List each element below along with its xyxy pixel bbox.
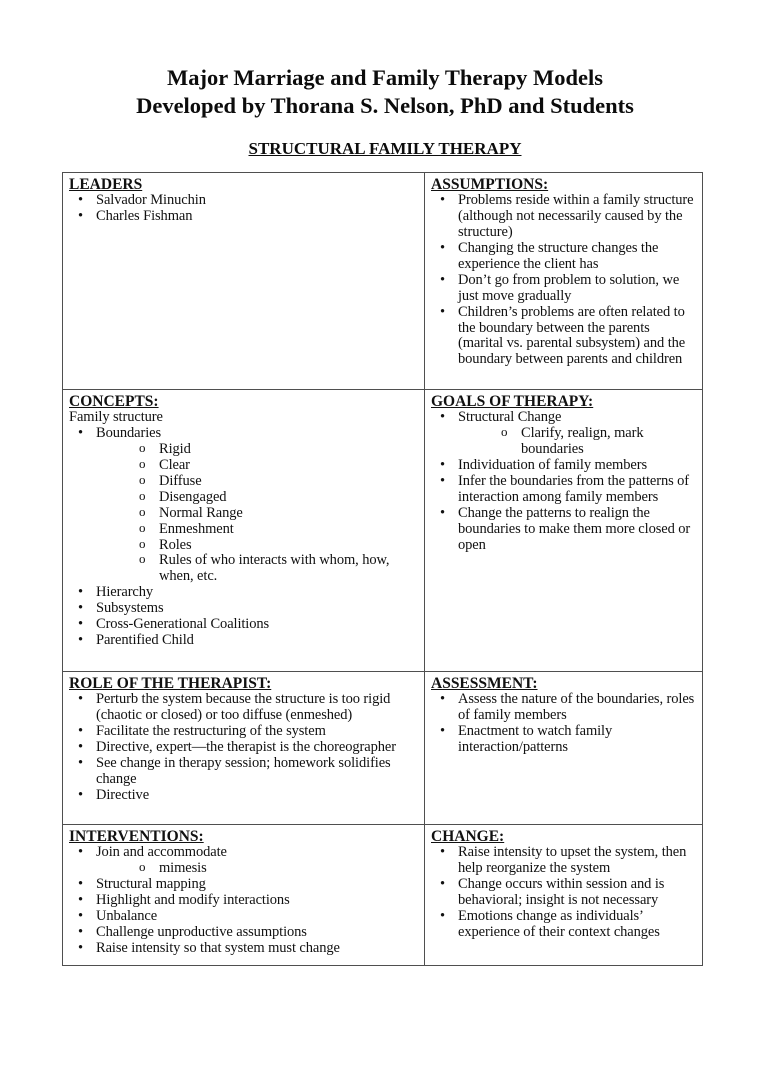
table-row-interventions-change xyxy=(63,824,702,965)
document-page xyxy=(0,64,770,966)
section-header-assumptions: ASSUMPTIONS: xyxy=(431,176,549,193)
list-item: • Boundaries xyxy=(69,426,418,442)
cell-role-of-therapist xyxy=(63,672,425,824)
list-item: • Problems reside within a family structure (although not necessarily caused by the structure) xyxy=(431,193,696,241)
list-item: • Facilitate the restructuring of the system xyxy=(69,724,418,740)
list-item: • Raise intensity so that system must change xyxy=(69,941,418,957)
list-item: • Assess the nature of the boundaries, roles of family members xyxy=(431,692,696,724)
page-subtitle: STRUCTURAL FAMILY THERAPY xyxy=(248,139,522,158)
section-header-concepts: CONCEPTS: xyxy=(69,393,159,410)
list-item: • Parentified Child xyxy=(69,633,418,649)
list-item: • Structural mapping xyxy=(69,877,418,893)
table-row-leaders-assumptions xyxy=(63,173,702,389)
list-item: • Unbalance xyxy=(69,909,418,925)
list-item: • Infer the boundaries from the patterns of interaction among family members xyxy=(431,474,696,506)
list-item: • Structural Change xyxy=(431,410,696,426)
list-item: • Individuation of family members xyxy=(431,458,696,474)
list-item: o mimesis xyxy=(69,861,418,877)
list-item: Family structure xyxy=(69,409,163,426)
section-header-goals: GOALS OF THERAPY: xyxy=(431,393,594,410)
section-header-assessment: ASSESSMENT: xyxy=(431,675,538,692)
list-item: o Roles xyxy=(69,538,418,554)
page-title-line2: Developed by Thorana S. Nelson, PhD and Students xyxy=(136,93,634,118)
list-item: • Emotions change as individuals’ experience of their context changes xyxy=(431,909,696,941)
cell-goals-of-therapy xyxy=(425,390,702,671)
cell-change xyxy=(425,825,702,965)
cell-assumptions xyxy=(425,173,702,389)
list-item: • Don’t go from problem to solution, we just move gradually xyxy=(431,273,696,305)
section-header-interventions: INTERVENTIONS: xyxy=(69,828,204,845)
list-item: • Change occurs within session and is behavioral; insight is not necessary xyxy=(431,877,696,909)
list-item: • Salvador Minuchin xyxy=(69,193,418,209)
list-item: • Change the patterns to realign the boundaries to make them more closed or open xyxy=(431,506,696,554)
section-header-role: ROLE OF THE THERAPIST: xyxy=(69,675,272,692)
concepts-list xyxy=(69,410,418,649)
list-item: • Enactment to watch family interaction/patterns xyxy=(431,724,696,756)
list-item: • Highlight and modify interactions xyxy=(69,893,418,909)
table-row-concepts-goals xyxy=(63,389,702,671)
list-item: • Challenge unproductive assumptions xyxy=(69,925,418,941)
change-list xyxy=(431,845,696,941)
list-item: • Hierarchy xyxy=(69,585,418,601)
list-item: o Rules of who interacts with whom, how, when, etc. xyxy=(69,553,418,585)
list-item: • Perturb the system because the structure is too rigid (chaotic or closed) or too diffuse (enmeshed) xyxy=(69,692,418,724)
list-item: o Diffuse xyxy=(69,474,418,490)
list-item: • See change in therapy session; homework solidifies change xyxy=(69,756,418,788)
assumptions-list xyxy=(431,193,696,368)
list-item: o Clarify, realign, mark boundaries xyxy=(431,426,696,458)
role-list xyxy=(69,692,418,804)
cell-interventions xyxy=(63,825,425,965)
list-item: o Disengaged xyxy=(69,490,418,506)
list-item: • Charles Fishman xyxy=(69,209,418,225)
table-row-role-assessment xyxy=(63,671,702,824)
cell-leaders xyxy=(63,173,425,389)
section-header-leaders: LEADERS xyxy=(69,176,143,193)
list-item: • Cross-Generational Coalitions xyxy=(69,617,418,633)
list-item: o Enmeshment xyxy=(69,522,418,538)
assessment-list xyxy=(431,692,696,756)
cell-assessment xyxy=(425,672,702,824)
list-item: • Directive, expert—the therapist is the choreographer xyxy=(69,740,418,756)
therapy-model-table xyxy=(62,172,703,966)
interventions-list xyxy=(69,845,418,957)
list-item: • Subsystems xyxy=(69,601,418,617)
section-header-change: CHANGE: xyxy=(431,828,505,845)
list-item: • Join and accommodate xyxy=(69,845,418,861)
list-item: o Rigid xyxy=(69,442,418,458)
page-title-line1: Major Marriage and Family Therapy Models xyxy=(167,65,603,90)
list-item: • Raise intensity to upset the system, then help reorganize the system xyxy=(431,845,696,877)
goals-list xyxy=(431,410,696,553)
list-item: o Normal Range xyxy=(69,506,418,522)
leaders-list xyxy=(69,193,418,225)
list-item: • Changing the structure changes the experience the client has xyxy=(431,241,696,273)
page-title xyxy=(0,64,770,120)
cell-concepts xyxy=(63,390,425,671)
list-item: • Children’s problems are often related to the boundary between the parents (marital vs. parental subsystem) and the boundary between parents and children xyxy=(431,305,696,369)
list-item: o Clear xyxy=(69,458,418,474)
list-item: • Directive xyxy=(69,788,418,804)
